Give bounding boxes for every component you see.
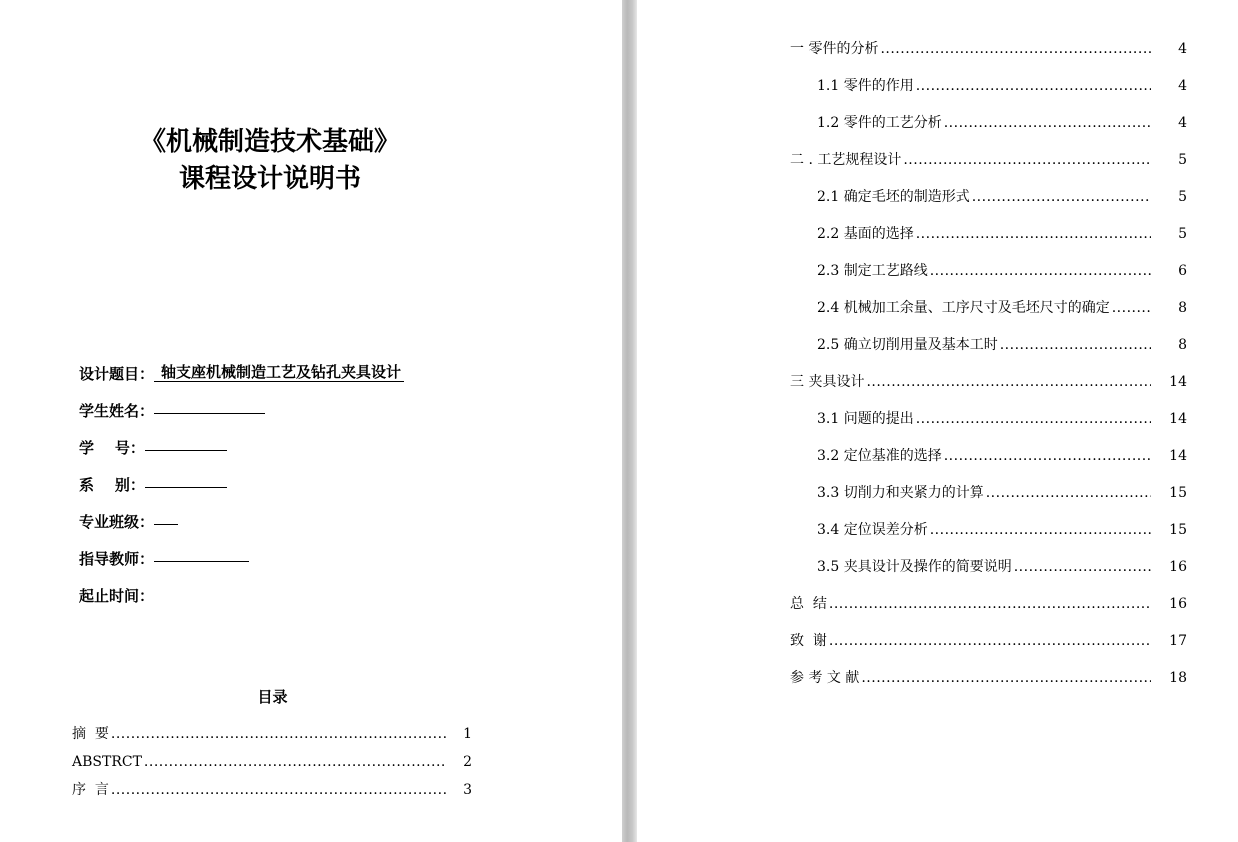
toc-entry-page: 14 bbox=[1169, 374, 1187, 390]
toc-leader-dots bbox=[916, 408, 1151, 430]
toc-entry-label: 二 . 工艺规程设计 bbox=[790, 152, 902, 168]
toc-entry[interactable] bbox=[790, 482, 1187, 519]
info-label: 设计题目： bbox=[79, 365, 155, 383]
toc-entry[interactable] bbox=[790, 408, 1187, 445]
toc-entry[interactable] bbox=[790, 75, 1187, 112]
toc-leader-dots bbox=[903, 149, 1151, 171]
info-row-period bbox=[79, 582, 404, 619]
cover-title-line2: 课程设计说明书 bbox=[178, 164, 361, 194]
toc-entry[interactable] bbox=[790, 186, 1187, 223]
toc-entry-page: 14 bbox=[1169, 448, 1187, 464]
toc-entry[interactable] bbox=[790, 112, 1187, 149]
toc-entry-page: 5 bbox=[1178, 152, 1187, 168]
cover-title-line1: 《机械制造技术基础》 bbox=[139, 127, 400, 157]
toc-entry-page: 6 bbox=[1178, 263, 1187, 279]
toc-entry-label: 1.2 零件的工艺分析 bbox=[817, 115, 942, 131]
toc-entry-label: 3.1 问题的提出 bbox=[817, 411, 914, 427]
toc-entry-label: 总 结 bbox=[790, 596, 827, 612]
info-row-class bbox=[79, 508, 404, 545]
toc-leader-dots bbox=[1000, 334, 1151, 356]
toc-leader-dots bbox=[916, 75, 1151, 97]
toc-leader-dots bbox=[930, 519, 1151, 541]
toc-leader-dots bbox=[866, 371, 1151, 393]
toc-entry[interactable] bbox=[790, 334, 1187, 371]
toc-entry[interactable] bbox=[790, 38, 1187, 75]
toc-entry[interactable] bbox=[790, 593, 1187, 630]
toc-entry[interactable] bbox=[72, 751, 472, 779]
toc-entry-label: 2.3 制定工艺路线 bbox=[817, 263, 928, 279]
info-row-topic bbox=[79, 360, 404, 397]
page-divider bbox=[622, 0, 637, 842]
toc-entry-page: 5 bbox=[1178, 226, 1187, 242]
toc-leader-dots bbox=[880, 38, 1151, 60]
toc-entry[interactable] bbox=[790, 445, 1187, 482]
toc-entry-page: 4 bbox=[1178, 41, 1187, 57]
toc-entry[interactable] bbox=[790, 519, 1187, 556]
info-value-student-id bbox=[145, 450, 227, 451]
info-label: 指导教师： bbox=[79, 550, 155, 568]
toc-entry[interactable] bbox=[790, 371, 1187, 408]
toc-entry[interactable] bbox=[790, 223, 1187, 260]
toc-entry-label: 致 谢 bbox=[790, 633, 827, 649]
toc-entry-label: 三 夹具设计 bbox=[790, 374, 865, 390]
toc-entry-page: 16 bbox=[1169, 559, 1187, 575]
toc-entry-page: 8 bbox=[1178, 300, 1187, 316]
toc-entry-label: ABSTRCT bbox=[72, 754, 142, 770]
toc-heading: 目录 bbox=[257, 688, 288, 706]
info-value-topic: 轴支座机械制造工艺及钻孔夹具设计 bbox=[154, 363, 404, 382]
toc-leader-dots bbox=[111, 723, 447, 745]
toc-entry[interactable] bbox=[790, 297, 1187, 334]
info-row-advisor bbox=[79, 545, 404, 582]
info-label: 专业班级： bbox=[79, 513, 155, 531]
toc-entry-page: 17 bbox=[1169, 633, 1187, 649]
info-row-student-id bbox=[79, 434, 404, 471]
info-label: 系 别： bbox=[79, 476, 145, 494]
toc-entry-label: 参 考 文 献 bbox=[790, 670, 860, 686]
toc-leader-dots bbox=[1014, 556, 1151, 578]
info-value-student-name bbox=[154, 413, 265, 414]
info-row-department bbox=[79, 471, 404, 508]
toc-entry-label: 序 言 bbox=[72, 782, 109, 798]
toc-entry-page: 14 bbox=[1169, 411, 1187, 427]
toc-entry-label: 2.4 机械加工余量、工序尺寸及毛坯尺寸的确定 bbox=[817, 300, 1110, 316]
toc-entry-label: 一 零件的分析 bbox=[790, 41, 879, 57]
student-info bbox=[79, 360, 404, 619]
toc-entry-page: 3 bbox=[463, 782, 472, 798]
toc-leader-dots bbox=[829, 593, 1151, 615]
toc-entry-label: 2.1 确定毛坯的制造形式 bbox=[817, 189, 970, 205]
toc-entry-page: 4 bbox=[1178, 115, 1187, 131]
toc-entry-label: 2.5 确立切削用量及基本工时 bbox=[817, 337, 998, 353]
toc-entry-page: 5 bbox=[1178, 189, 1187, 205]
toc-entry[interactable] bbox=[72, 723, 472, 751]
toc-entry-label: 摘 要 bbox=[72, 726, 109, 742]
toc-entry-page: 16 bbox=[1169, 596, 1187, 612]
toc-list-right bbox=[790, 38, 1187, 704]
toc-entry-label: 3.2 定位基准的选择 bbox=[817, 448, 942, 464]
toc-entry-page: 15 bbox=[1169, 522, 1187, 538]
toc-leader-dots bbox=[944, 445, 1151, 467]
info-label: 学生姓名： bbox=[79, 402, 155, 420]
toc-entry[interactable] bbox=[72, 779, 472, 807]
toc-leader-dots bbox=[144, 751, 447, 773]
toc-entry-page: 2 bbox=[463, 754, 472, 770]
toc-entry-label: 2.2 基面的选择 bbox=[817, 226, 914, 242]
toc-leader-dots bbox=[944, 112, 1151, 134]
toc-leader-dots bbox=[916, 223, 1151, 245]
info-row-student-name bbox=[79, 397, 404, 434]
toc-leader-dots bbox=[111, 779, 447, 801]
cover-title bbox=[0, 124, 540, 198]
toc-entry-label: 1.1 零件的作用 bbox=[817, 78, 914, 94]
toc-entry-page: 1 bbox=[463, 726, 472, 742]
toc-leader-dots bbox=[972, 186, 1151, 208]
info-value-department bbox=[145, 487, 227, 488]
toc-entry[interactable] bbox=[790, 630, 1187, 667]
toc-leader-dots bbox=[930, 260, 1151, 282]
toc-leader-dots bbox=[861, 667, 1151, 689]
toc-entry-page: 4 bbox=[1178, 78, 1187, 94]
toc-list-left bbox=[72, 723, 472, 807]
toc-entry-page: 18 bbox=[1169, 670, 1187, 686]
toc-leader-dots bbox=[829, 630, 1151, 652]
toc-entry[interactable] bbox=[790, 149, 1187, 186]
toc-entry-label: 3.5 夹具设计及操作的简要说明 bbox=[817, 559, 1012, 575]
toc-entry[interactable] bbox=[790, 260, 1187, 297]
toc-leader-dots bbox=[986, 482, 1151, 504]
info-value-class bbox=[154, 524, 178, 525]
info-label: 学 号： bbox=[79, 439, 145, 457]
toc-entry[interactable] bbox=[790, 667, 1187, 704]
info-value-advisor bbox=[154, 561, 249, 562]
toc-entry-label: 3.4 定位误差分析 bbox=[817, 522, 928, 538]
toc-entry-page: 15 bbox=[1169, 485, 1187, 501]
info-label: 起止时间： bbox=[79, 587, 155, 605]
toc-entry-label: 3.3 切削力和夹紧力的计算 bbox=[817, 485, 984, 501]
toc-leader-dots bbox=[1112, 297, 1151, 319]
toc-entry[interactable] bbox=[790, 556, 1187, 593]
toc-entry-page: 8 bbox=[1178, 337, 1187, 353]
